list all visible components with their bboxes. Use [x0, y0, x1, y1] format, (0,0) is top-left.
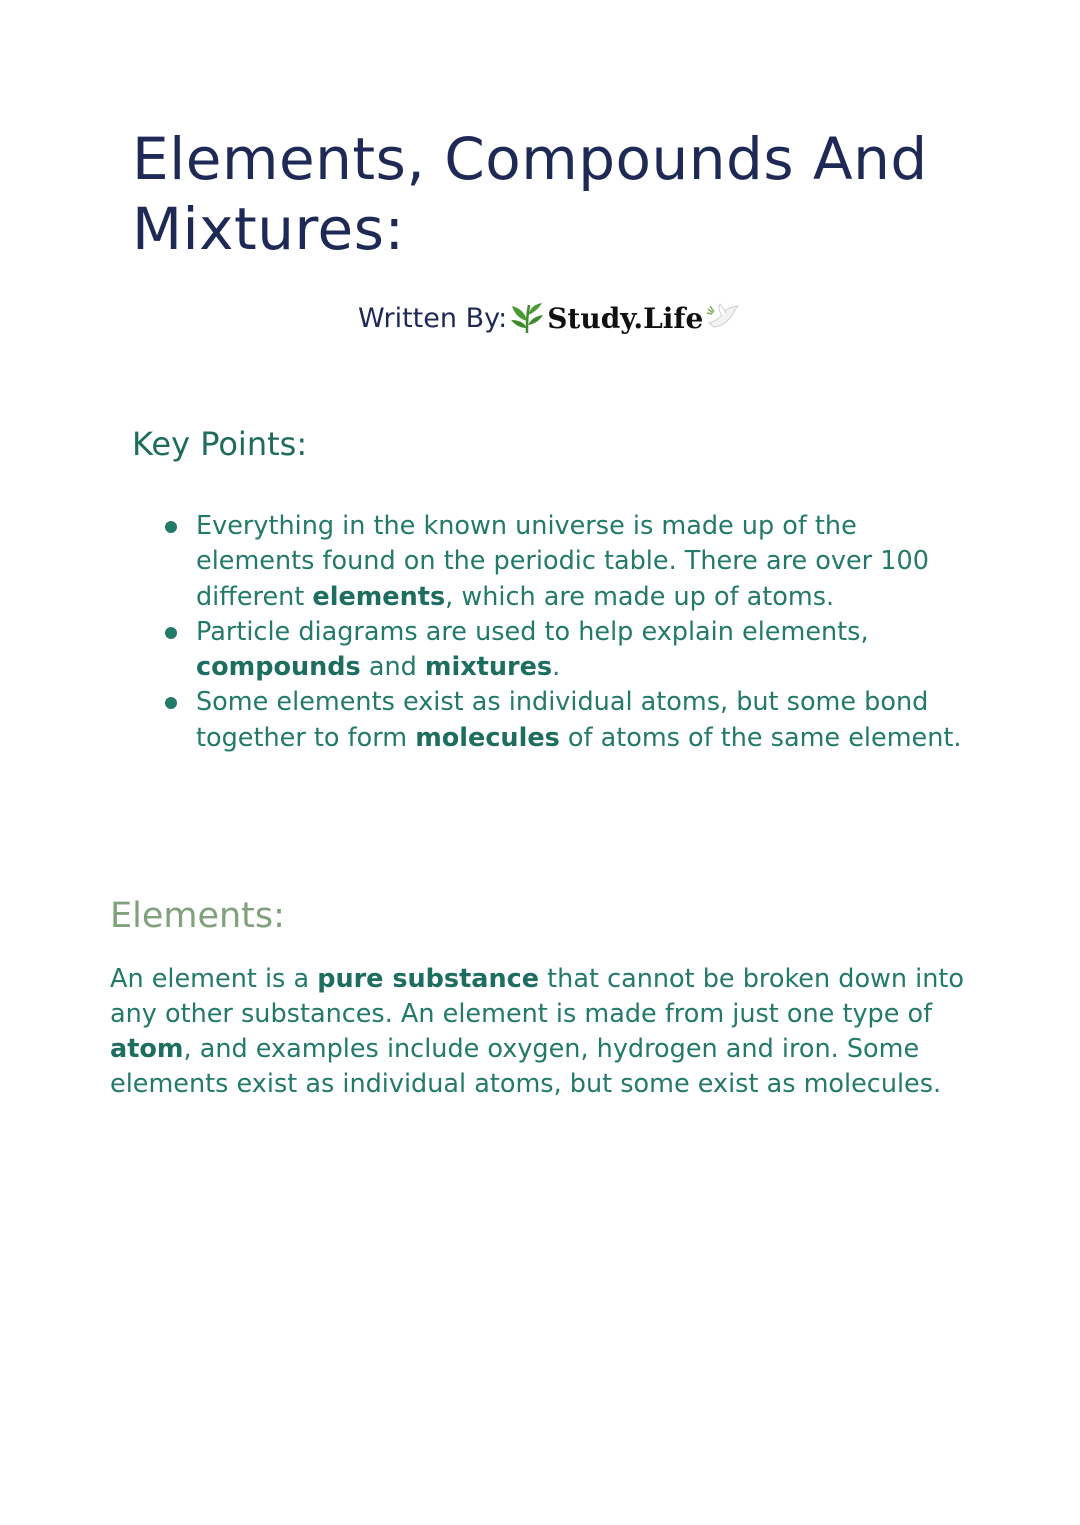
elements-heading: Elements:	[110, 896, 285, 936]
key-points-list	[162, 509, 962, 756]
byline-brand: Study.Life	[547, 301, 704, 335]
keyword-atom: atom	[110, 1034, 184, 1064]
keyword-elements: elements	[312, 581, 446, 612]
list-item: Everything in the known universe is made up of the elements found on the periodic table. There are over 100 different elements, which are made up of atoms.	[162, 509, 962, 615]
page-title-line2: Mixtures:	[132, 195, 405, 263]
key-points-heading: Key Points:	[132, 425, 308, 463]
keyword-mixtures: mixtures	[424, 652, 553, 683]
byline-prefix: Written By:	[358, 302, 508, 334]
bullet-dot	[165, 521, 177, 533]
elements-paragraph: An element is a pure substance that cannot be broken down into any other substances. An element is made from just one type of atom, and examples include oxygen, hydrogen and iron. Some elements exist as individual atoms, but some exist as molecules.	[110, 964, 965, 1099]
keyword-compounds: compounds	[196, 652, 361, 683]
byline	[358, 298, 741, 338]
bullet-dot	[165, 627, 177, 639]
bullet-dot	[165, 697, 177, 709]
keyword-molecules: molecules	[415, 722, 560, 753]
dove-icon	[705, 303, 741, 333]
leaf-icon	[509, 301, 545, 335]
page-title-line1: Elements, Compounds And	[132, 125, 928, 193]
list-item: Some elements exist as individual atoms, but some bond together to form molecules of atoms of the same element.	[162, 685, 962, 756]
list-item: Particle diagrams are used to help explain elements, compounds and mixtures.	[162, 615, 962, 686]
keyword-pure-substance: pure substance	[317, 964, 540, 994]
page-title	[132, 124, 992, 264]
